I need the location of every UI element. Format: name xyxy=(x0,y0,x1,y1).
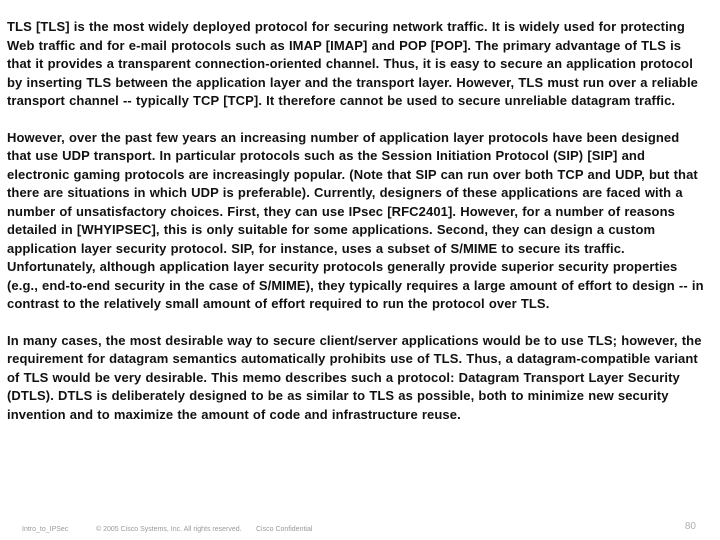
footer-copyright: © 2005 Cisco Systems, Inc. All rights reserved. xyxy=(96,526,242,533)
slide-footer xyxy=(0,521,720,540)
body-paragraph: In many cases, the most desirable way to secure client/server applications would be to use TLS; however, the requirement for datagram semantics automatically prohibits use of TLS. Thus, a datagram-compatible variant of TLS would be very desirable. This memo describes such a protocol: Datagram Transport Layer Security (DTLS). DTLS is deliberately designed to be as similar to TLS as possible, both to minimize new security invention and to maximize the amount of code and infrastructure reuse. xyxy=(7,332,702,422)
slide-body xyxy=(7,18,707,424)
footer-deck-name: Intro_to_IPSec xyxy=(22,526,69,533)
page-number: 80 xyxy=(684,521,696,532)
body-paragraph: However, over the past few years an increasing number of application layer protocols have been designed that use UDP transport. In particular protocols such as the Session Initiation Protocol (SIP) [SIP] and electronic gaming protocols are increasingly popular. (Note that SIP can run over both TCP and UDP, but that there are situations in which UDP is preferable). Currently, designers of these applications are faced with a number of unsatisfactory choices. First, they can use IPsec [RFC2401]. However, for a number of reasons detailed in [WHYIPSEC], this is only suitable for some applications. Second, they can design a custom application layer security protocol. SIP, for instance, uses a subset of S/MIME to secure its traffic. Unfortunately, although application layer security protocols generally provide superior security properties (e.g., end-to-end security in the case of S/MIME), they typically requires a large amount of effort to design -- in contrast to the relatively small amount of effort required to run the protocol over TLS. xyxy=(7,129,704,311)
body-paragraph: TLS [TLS] is the most widely deployed protocol for securing network traffic. It is widely used for protecting Web traffic and for e-mail protocols such as IMAP [IMAP] and POP [POP]. The primary advantage of TLS is that it provides a transparent connection-oriented channel. Thus, it is easy to secure an application protocol by inserting TLS between the application layer and the transport layer. However, TLS must run over a reliable transport channel -- typically TCP [TCP]. It therefore cannot be used to secure unreliable datagram traffic. xyxy=(7,19,698,108)
footer-confidential: Cisco Confidential xyxy=(256,526,313,533)
